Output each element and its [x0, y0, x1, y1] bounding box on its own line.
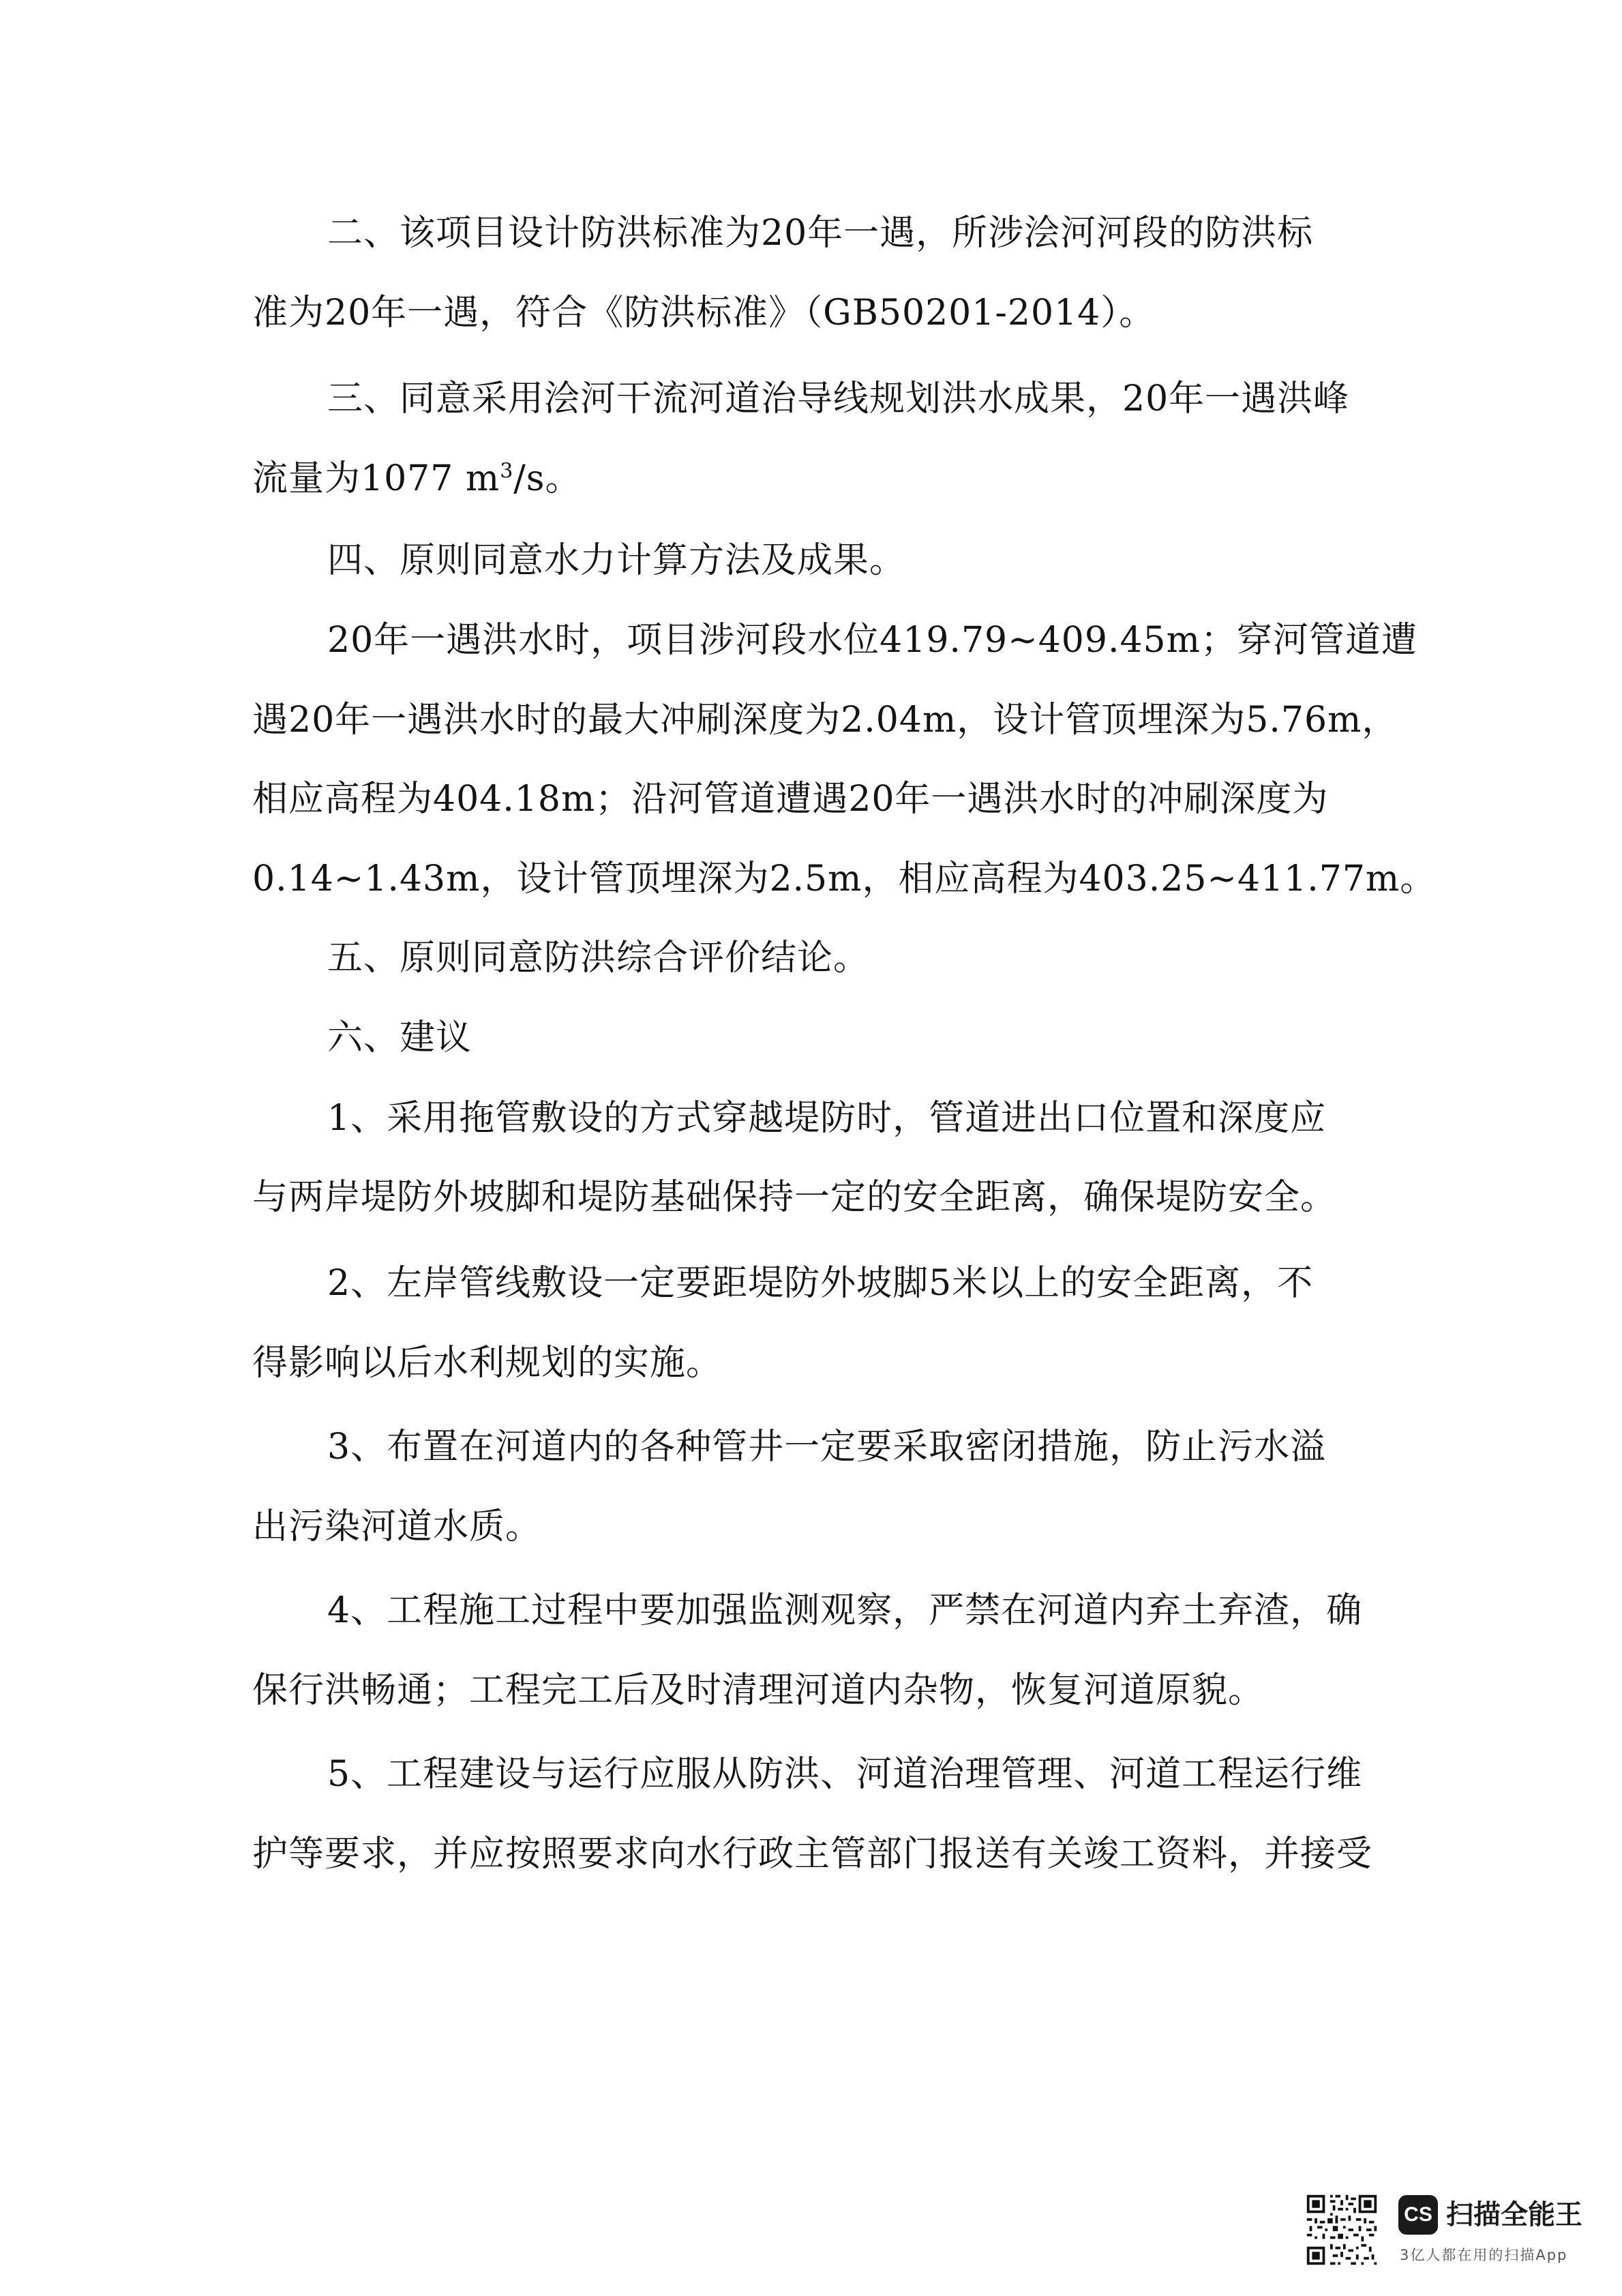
camscanner-logo-icon: CS: [1398, 2195, 1438, 2235]
suggestion-4-line-2: 保行洪畅通；工程完工后及时清理河道内杂物，恢复河道原貌。: [252, 1670, 1265, 1711]
suggestion-5-line-1: 5、工程建设与运行应服从防洪、河道治理管理、河道工程运行维: [327, 1754, 1363, 1795]
suggestion-3-line-2: 出污染河道水质。: [252, 1506, 542, 1547]
paragraph-4b-line-3: 相应高程为404.18m；沿河管道遭遇20年一遇洪水时的冲刷深度为: [252, 779, 1329, 820]
paragraph-2-line-2: 准为20年一遇，符合《防洪标准》（GB50201-2014）。: [252, 293, 1156, 333]
paragraph-4b-line-1: 20年一遇洪水时，项目涉河段水位419.79~409.45m；穿河管道遭: [327, 620, 1417, 661]
suggestion-3-line-1: 3、布置在河道内的各种管井一定要采取密闭措施，防止污水溢: [327, 1427, 1327, 1467]
brand-name: 扫描全能王: [1446, 2199, 1582, 2231]
paragraph-2-line-1: 二、该项目设计防洪标准为20年一遇，所涉浍河河段的防洪标: [327, 213, 1314, 254]
flow-unit-tail: /s。: [513, 458, 582, 499]
section-6-heading: 六、建议: [327, 1017, 472, 1058]
paragraph-5-line-1: 五、原则同意防洪综合评价结论。: [327, 938, 870, 979]
flow-unit-exponent: 3: [500, 459, 514, 483]
paragraph-4-line-1: 四、原则同意水力计算方法及成果。: [327, 540, 906, 581]
suggestion-2-line-2: 得影响以后水利规划的实施。: [252, 1343, 723, 1384]
flow-text: 流量为1077 m: [252, 458, 500, 499]
scanner-watermark: [1304, 2192, 1604, 2274]
suggestion-1-line-1: 1、采用拖管敷设的方式穿越堤防时，管道进出口位置和深度应: [327, 1098, 1327, 1139]
paragraph-4b-line-4: 0.14~1.43m，设计管顶埋深为2.5m，相应高程为403.25~411.77m。: [252, 859, 1437, 899]
paragraph-3-line-1: 三、同意采用浍河干流河道治导线规划洪水成果，20年一遇洪峰: [327, 378, 1350, 419]
suggestion-4-line-1: 4、工程施工过程中要加强监测观察，严禁在河道内弃土弃渣，确: [327, 1590, 1363, 1631]
suggestion-2-line-1: 2、左岸管线敷设一定要距堤防外坡脚5米以上的安全距离，不: [327, 1263, 1314, 1304]
paragraph-3-line-2: [252, 457, 582, 501]
brand-slogan: 3亿人都在用的扫描App: [1400, 2247, 1568, 2263]
suggestion-1-line-2: 与两岸堤防外坡脚和堤防基础保持一定的安全距离，确保堤防安全。: [252, 1177, 1337, 1218]
suggestion-5-line-2: 护等要求，并应按照要求向水行政主管部门报送有关竣工资料，并接受: [252, 1834, 1373, 1875]
qr-code-icon: [1304, 2192, 1379, 2267]
paragraph-4b-line-2: 遇20年一遇洪水时的最大冲刷深度为2.04m，设计管顶埋深为5.76m，: [252, 700, 1398, 741]
